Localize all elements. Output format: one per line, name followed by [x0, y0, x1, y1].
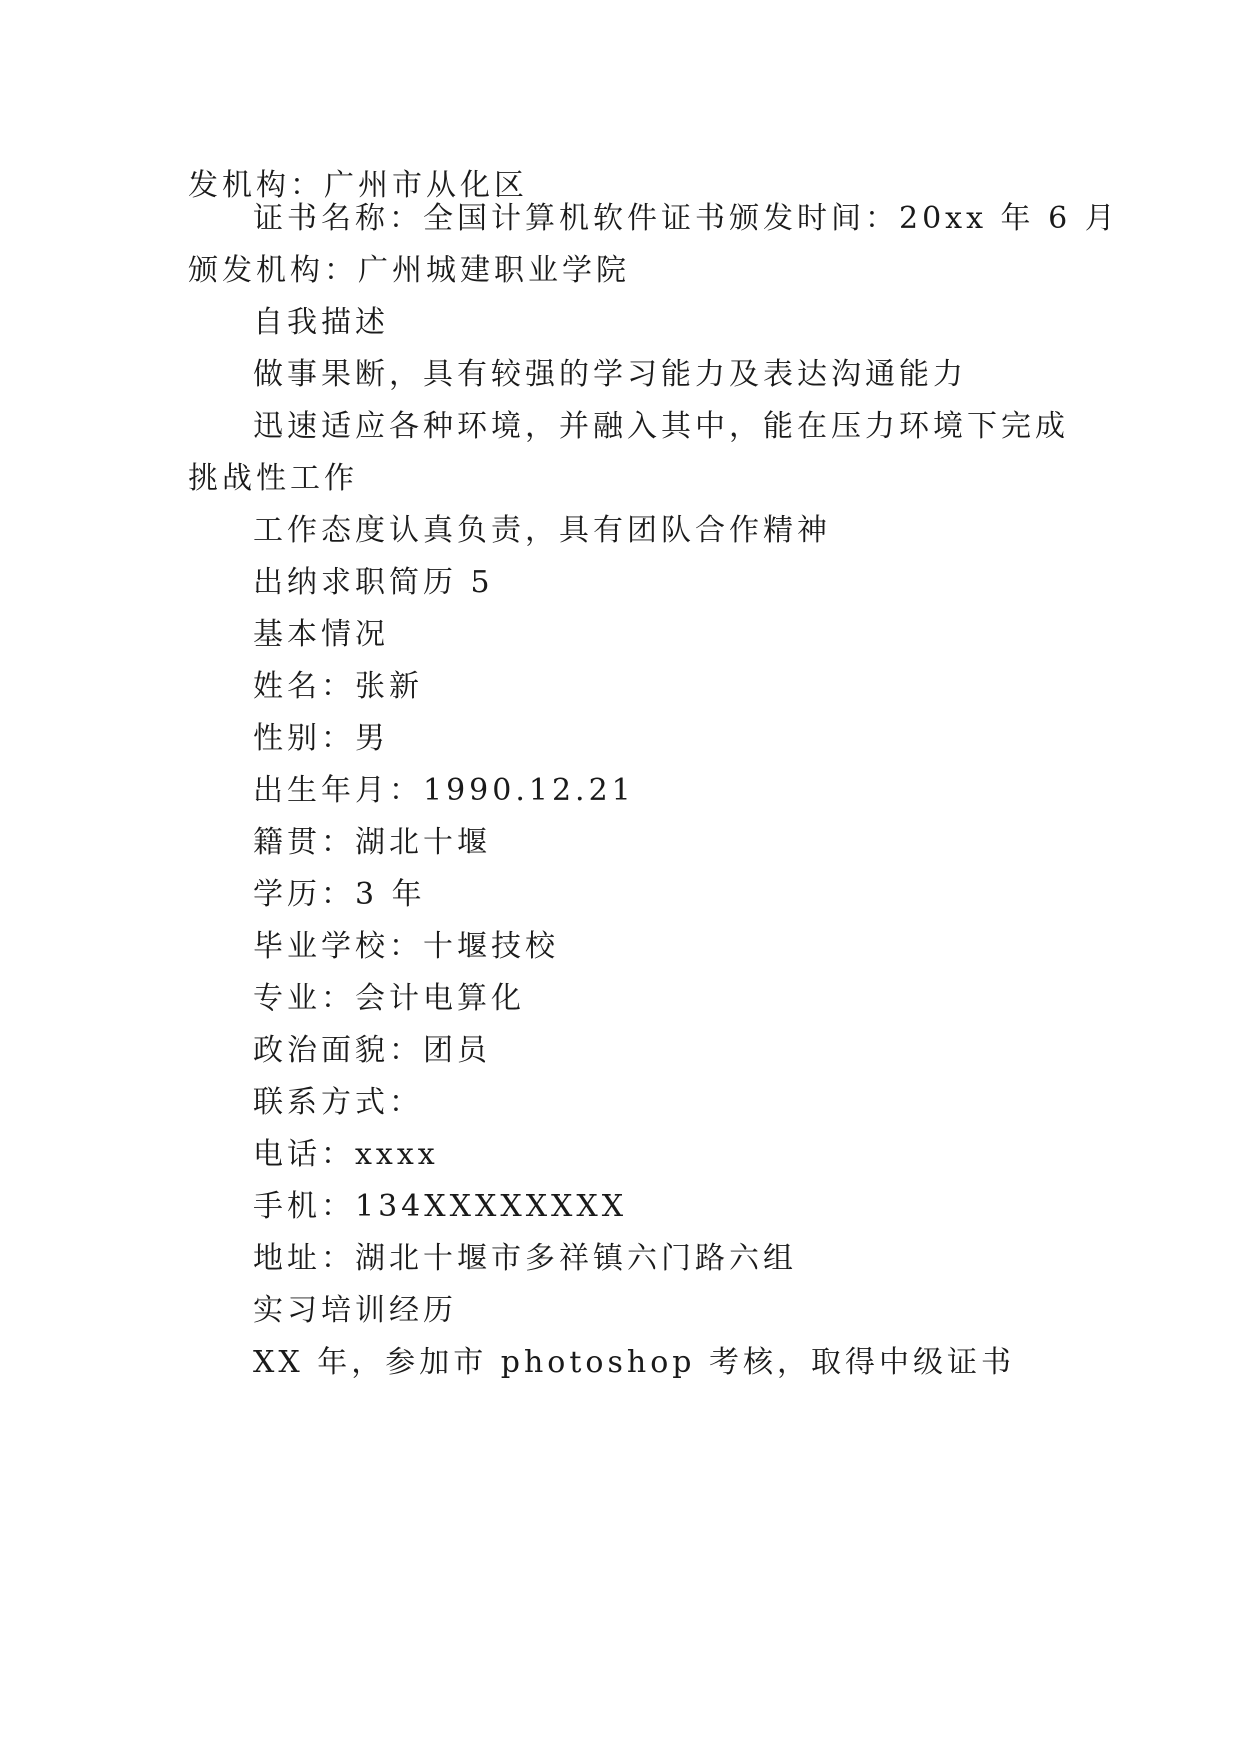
hometown-field: 籍贯：湖北十堰 [253, 825, 491, 860]
school-field: 毕业学校：十堰技校 [253, 929, 559, 964]
address-field: 地址：湖北十堰市多祥镇六门路六组 [253, 1241, 797, 1276]
name-field: 姓名：张新 [253, 669, 423, 704]
education-field: 学历：3 年 [253, 877, 426, 912]
self-description-line: 迅速适应各种环境，并融入其中，能在压力环境下完成 [253, 409, 1069, 444]
birthdate-field: 出生年月：1990.12.21 [253, 773, 635, 808]
mobile-field: 手机：134XXXXXXXX [253, 1189, 628, 1224]
issuer-line: 颁发机构：广州城建职业学院 [188, 253, 630, 288]
self-description-line: 做事果断，具有较强的学习能力及表达沟通能力 [253, 357, 967, 392]
self-description-line: 挑战性工作 [188, 461, 358, 496]
political-status-field: 政治面貌：团员 [253, 1033, 491, 1068]
basic-info-heading: 基本情况 [253, 617, 389, 652]
gender-field: 性别：男 [253, 721, 389, 756]
issuer-line-continued: 发机构：广州市从化区 [188, 168, 528, 203]
contact-heading: 联系方式： [253, 1085, 423, 1120]
resume-title: 出纳求职简历 5 [253, 565, 494, 600]
training-entry: XX 年，参加市 photoshop 考核，取得中级证书 [253, 1345, 1016, 1380]
training-heading: 实习培训经历 [253, 1293, 457, 1328]
self-description-line: 工作态度认真负责，具有团队合作精神 [253, 513, 831, 548]
self-description-heading: 自我描述 [253, 305, 389, 340]
phone-field: 电话：xxxx [253, 1137, 439, 1172]
major-field: 专业：会计电算化 [253, 981, 525, 1016]
certificate-line: 证书名称：全国计算机软件证书颁发时间：20xx 年 6 月 [253, 201, 1119, 236]
